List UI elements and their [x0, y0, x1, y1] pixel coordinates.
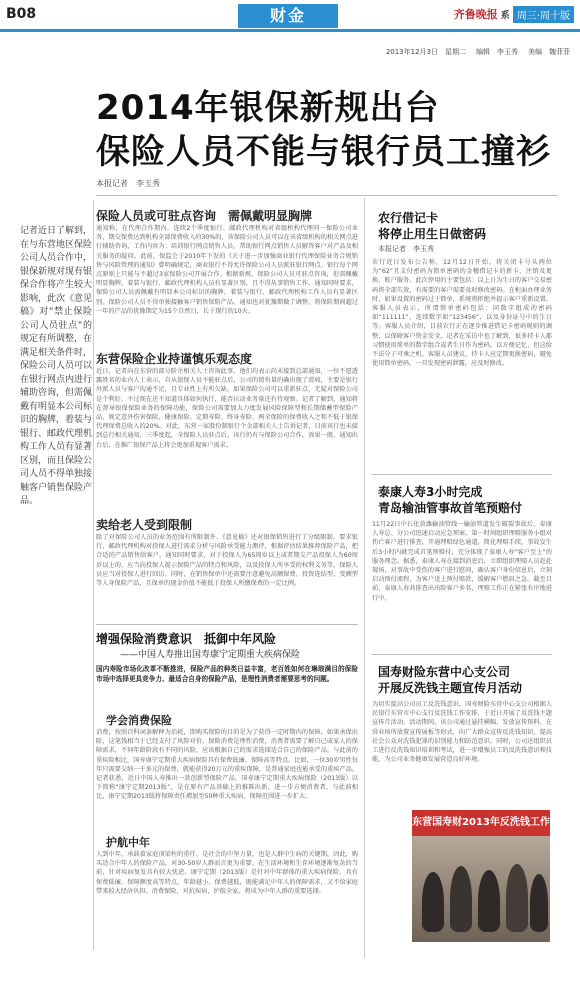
section-tab: 财金 — [238, 4, 338, 28]
feature-lead: 国内寿险市场化改革不断推进，保险产品的种类日益丰富，老百姓如何在琳琅满目的保险市场中选择更具竞争力、最适合自身的保险产品，是理性消费者需要思考的问题。 — [96, 665, 358, 683]
story-a-title — [378, 210, 486, 242]
section-text-3: 除了对保险公司人员的业务范围有所限制外，《意见稿》还对银保销售进行了分级限制，要求银行、邮政代理机构对投保人进行需求分析与风险承受能力测评，根据评估结果推荐保险产品，把合适的产品销售给客户。通知同时要求，对于投保人为65周岁以上或者期交产品投保人为60周岁以上的，应当向投保人提示保险产品的特点和风险，以及投保人所享受的权利义务等，保险人员应当对投保人进行回访。同时，在销售保单中还需要注意避免高额保费、投资连结型、变额型等人身保险产品，且保单的现金价值不能低于投保人所缴保费的一定比例。 — [96, 534, 358, 588]
subsection-text-2: 人到中年，承载着家庭顶梁柱的重任，是社会的中坚力量，也是人群中生病的关键期，因此，购买适合中年人的保险产品，对30-50岁人群而言更为重要。在生活环境和生存环境逐渐复杂的当前，针对疾病复发具有较大忧虑。康宁定期（2013版）是针对中年群体的重大疾病保险，具有保费低廉、保障额度高等特点，年龄越小、保费越低，既能满足中年人的保障需求，又不给家庭带来较大经济负担。消费保险，对抗疾病，护航全家，将成为中年人群的重要选择。 — [96, 851, 358, 895]
designer-credit: 美编 魏菲菲 — [528, 48, 570, 56]
page-header — [0, 0, 580, 30]
editor-credit: 编辑 李玉秀 — [476, 48, 518, 56]
main-byline: 本报记者 李玉秀 — [96, 179, 160, 188]
subsection-title-2: 护航中年 — [106, 836, 150, 849]
story-b-text: 11月22日中石化黄潍输油管线一输油管道发生破裂事故后，泰康人寿总、分公司迅速启动应急预案，第一时间组织理赔服务小组对伤亡客户进行排查，开通理赔绿色通道，简化理赔手续，事故发生后3小时内就完成首笔预赔付，充分体现了泰康人寿“客户至上”的服务理念。据悉，泰康人寿在接到消息后，立即组织理赔人员赶赴现场，对事故中受伤的客户进行慰问，确认客户身份信息后，立刻启动预付流程，为客户送上预付赔款，缓解客户燃眉之急。截至目前，泰康人寿共排查出出险客户多名，理赔工作正在紧张有序地进行中。 — [372, 521, 552, 602]
story-a-title-line-2: 将停止用生日做密码 — [378, 227, 487, 241]
story-b-title — [378, 484, 522, 516]
column-divider — [364, 198, 365, 958]
header-rule — [0, 29, 580, 32]
section-text-1: 通知称，在代理合作期内，连续2个季度银行、邮政代理机构对省级机构代理同一保险公司业务，期交保费达到机构全部保费收入的30%的，该保险公司人员可以在该省级机构的相关网点进行辅助咨询，工作内容为：培训银行网点销售人员，帮助银行网点销售人员解答客户对产品及相关服务的疑问。此前，保监会于2010年下发的《关于进一步加强商业银行代理保险业务合规销售与风险管理的通知》曾明确规定，商业银行不得允许保险公司人员派驻银行网点。银行每个网点原则上只能与不超过3家保险公司开展合作。根据新规，保险公司人员可驻点咨询，但需佩戴明显胸牌，着装与银行、邮政代理机构人员有显著区别，且不得从事销售工作。通知同时要求，保险公司人员需佩戴有明显本公司标识的胸牌，着装与银行、邮政代理机构工作人员有显著区别。保险公司人员不得单独接触客户销售保险产品，通知也对犹豫期做了调整，将保险期间超过一年的产品的犹豫期定为15个自然日，长于现行的10天。 — [96, 225, 358, 315]
issue-date: 2013年12月3日 星期二 — [385, 48, 466, 56]
person-figure — [450, 866, 472, 932]
section-title-1: 保险人员或可驻点咨询 需佩戴明显胸牌 — [96, 209, 313, 223]
page-number: B08 — [6, 6, 37, 22]
subsection-title-1: 学会消费保险 — [106, 714, 172, 727]
headline-line-2: 保险人员不能与银行员工撞衫 — [96, 132, 551, 172]
feature-subtitle: ——中国人寿推出国寿康宁定期重大疾病保险 — [120, 650, 301, 660]
feature-divider — [96, 624, 358, 625]
subsection-text-1: 消费，按照百科词条解释为消耗，即购买保险的目的是为了获得一定时期内的保障。如果承保出险，这笔钱相当于已经支付了风险对价，保险消费是理性消费，消费者需要了解自己或家人的保障需求，不同年龄阶段有不同的风险，应该根据自己的需求选择适合自己的保险产品。与此前的重疾险相比，国寿康宁定期重大疾病保险具有保费低廉、保障高等特点。比如，一位30岁男性每年只需要交纳一千多元的保费，就能获得20万元的重疾保障，是普通家庭也能承受的重疾产品。记者获悉，近日中国人寿推出一款创新型保险产品，国寿康宁定期重大疾病保险（2013版）以下简称“康宁定期2013版”，是在原有产品基础上的推陈出新，进一步方便消费者，与此前相比，康宁定期2013版将保障责任增加至50种重大疾病，保障范围进一步扩大。 — [96, 729, 358, 801]
event-photo — [412, 810, 550, 942]
person-figure — [422, 872, 444, 932]
feature-title: 增强保险消费意识 抵御中年风险 — [96, 632, 277, 646]
paper-suffix: 系 — [500, 10, 510, 21]
section-title-2: 东营保险企业持谨慎乐观态度 — [96, 352, 253, 366]
headline-divider — [96, 195, 558, 196]
paper-name: 齐鲁晚报 — [453, 8, 498, 21]
story-c-title — [378, 664, 522, 696]
section-title-3: 卖给老人受到限制 — [96, 518, 193, 532]
story-divider-2 — [372, 654, 552, 655]
sidebar-divider — [93, 200, 94, 950]
headline-line-1: 2014年银保新规出台 — [96, 88, 440, 128]
story-b-title-line-1: 泰康人寿3小时完成 — [378, 485, 483, 499]
story-a-byline: 本报记者 李玉秀 — [378, 245, 434, 253]
edition-badge: 周三·周十版 — [513, 6, 574, 23]
sidebar-summary: 记者近日了解到，在与东营地区保险公司人员合作中，银保新规对现有银保合作将产生较大影响，此次《意见稿》对“禁止保险公司人员驻点”的规定有所调整，在满足相关条件时，保险公司人员可以在银行网点内进行辅助咨询，但需佩戴有明显本公司标识的胸牌，着装与银行、邮政代理机构工作人员有显著区别，而且保险公司人员不得单独接触客户销售保险产品。 — [20, 226, 93, 506]
story-a-title-line-1: 农行借记卡 — [378, 211, 439, 225]
person-figure — [506, 864, 528, 932]
story-c-text: 为切实提高公司员工反洗钱意识，国寿财险东营中心支公司根据人民银行东营市中心支行反洗钱工作安排，于近日开展了反洗钱主题宣传月活动。活动期间，该公司通过悬挂横幅、发放宣传资料、在营业场所放置宣传展板等形式，向广大群众宣传反洗钱知识，提高社会公众对洗钱犯罪的识别能力和防范意识。同时，公司还组织员工进行反洗钱知识培训和考试，进一步增强员工的反洗钱意识和技能，为公司业务健康发展营造良好环境。 — [372, 701, 552, 764]
dateline — [386, 47, 570, 57]
photo-scene — [412, 836, 550, 942]
person-figure — [530, 874, 548, 932]
story-c-title-line-2: 开展反洗钱主题宣传月活动 — [378, 681, 523, 695]
person-figure — [478, 870, 500, 932]
story-divider-1 — [372, 474, 552, 475]
section-text-2: 近日，记者向在东营的部分险企相关人士咨询此事，他们均表示尚未接到总部通知，一位不愿透露姓名的业内人士表示，自从银保人员不能驻点后，公司的销售量的确出现了滑坡，主要是银行外派人员与客户沟通不足，且专业性上有所欠缺。如果保险公司可以重新驻点，无疑对保险公司是个利好，不过现在还不知道具体如何执行，能否拉动业务量还有待观察。记者了解到，通知将在督导银保保险业务的保障功能，保险公司需要加大力度发展风险保障型和长期储蓄型保险产品，规定意外伤害保险、健康保险、定期寿险、终身寿险、两全保险的保费收入之和不低于银保代理保费总收入的20%。对此，东营一家股份制银行个金部相关人士告诉记者，目前该行也未接到总行相关通知，三季度起，全保险人员驻点后，该行仍有与保险公司合作，效果一般，通知出台后，在推广银保产品上将会更加重视客户需求。 — [96, 368, 358, 449]
story-a-text: 农行近日发布公告称，12月12日开始，将关闭卡号头两位为“62”且支付密码为简单密码的金穗借记卡的新卡、注销及更换、账户服务。此次停用的主要包括：以上日为生日的客户交易密码将全部失效，有需要的客户需要及时修改密码。在柜面办理业务时，如果设置的密码过于简单，系统将拒绝并提示客户重新设置。客服人员表示，所谓简单密码包括：同数字组成的密码如“111111”，连续数字如“123456”，以及身份证号中的生日等。客服人员介绍，目前农行正在逐步推进借记卡密码规则的调整，以保障客户资金安全。记者在采访中也了解到，很多持卡人都习惯使用简单的数字组合或者生日作为密码，以方便记忆，但这给不法分子可乘之机。客服人员建议，持卡人应定期更换密码，避免使用简单密码，一旦发现密码泄露，应及时修改。 — [372, 259, 552, 368]
main-headline — [96, 86, 551, 174]
story-b-title-line-2: 青岛输油管事故首笔预赔付 — [378, 501, 523, 515]
photo-banner-text: 东营国寿财2013年反洗钱工作 — [412, 810, 550, 836]
story-c-title-line-1: 国寿财险东营中心支公司 — [378, 665, 511, 679]
masthead — [454, 4, 574, 24]
